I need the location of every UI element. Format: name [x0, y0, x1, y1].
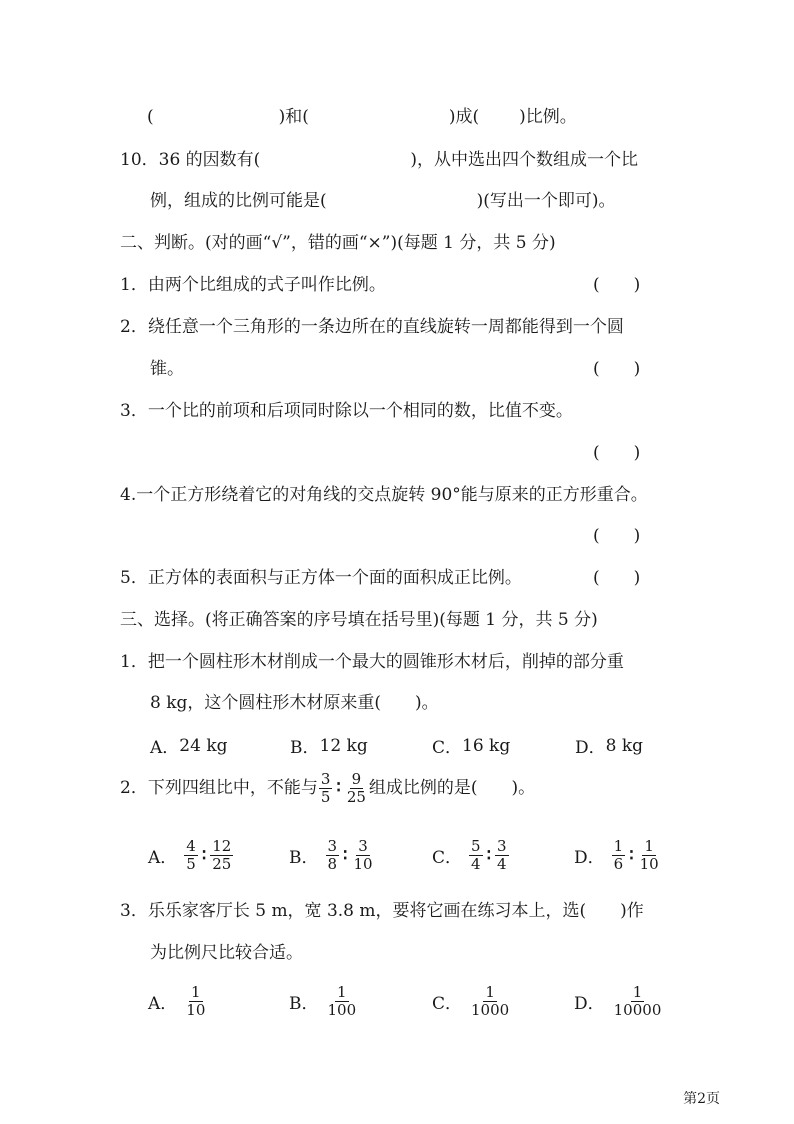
judge-3-text: 3．一个比的前项和后项同时除以一个相同的数，比值不变。 — [120, 401, 573, 421]
judge-5-text: 5．正方体的表面积与正方体一个面的面积成正比例。 — [120, 568, 522, 588]
choice-2-line — [120, 771, 535, 805]
judge-4-paren[interactable]: ( ) — [593, 526, 641, 546]
option-fraction: $\frac{1}{10}$ — [186, 983, 206, 1019]
q9-blank-4: )比例。 — [519, 107, 577, 127]
choice-2-post: 组成比例的是( )。 — [368, 778, 536, 798]
judge-2-paren[interactable]: ( ) — [593, 359, 641, 379]
option-label: B． — [290, 738, 320, 758]
q9-continuation-line — [147, 106, 577, 128]
judge-1-paren[interactable]: ( ) — [593, 275, 641, 295]
ratio-colon: ∶ — [336, 778, 341, 798]
option-value: 24 kg — [179, 735, 228, 756]
option-fraction-right: $\frac{1}{10}$ — [639, 837, 659, 873]
choice-2-option-c[interactable] — [432, 838, 510, 873]
choice-2-option-b[interactable] — [289, 838, 376, 873]
judge-5-paren[interactable]: ( ) — [593, 568, 641, 588]
q9-blank-2: )和( — [278, 107, 309, 127]
option-label: D． — [574, 848, 605, 868]
choice-3-option-a[interactable] — [148, 984, 208, 1019]
choice-2-option-a[interactable] — [148, 838, 234, 873]
option-fraction-left: $\frac{3}{8}$ — [327, 837, 338, 873]
choice-1-option-b[interactable] — [290, 733, 368, 758]
choice-1-line-2: 8 kg，这个圆柱形木材原来重( )。 — [150, 693, 439, 713]
option-fraction-left: $\frac{1}{6}$ — [613, 837, 624, 873]
section-3-title: 三、选择。(将正确答案的序号填在括号里)(每题 1 分，共 5 分) — [120, 610, 598, 630]
ratio-colon: ∶ — [343, 845, 348, 866]
q9-blank-3: )成( — [448, 107, 480, 127]
q10-text-b: )，从中选出四个数组成一个比 — [410, 150, 638, 170]
option-fraction: $\frac{1}{10000}$ — [613, 983, 662, 1019]
q9-blank-1: ( — [147, 107, 154, 127]
judge-1-text: 1．由两个比组成的式子叫作比例。 — [120, 275, 386, 295]
choice-3-option-c[interactable] — [432, 984, 512, 1019]
option-label: C． — [432, 738, 463, 758]
option-value: 12 kg — [319, 735, 368, 756]
option-label: D． — [574, 994, 605, 1014]
ratio-colon: ∶ — [201, 845, 207, 866]
option-label: C． — [432, 848, 463, 868]
page-number: 第2页 — [683, 1091, 720, 1107]
fraction-3-5: $\frac{3}{5}$ — [320, 769, 331, 806]
option-label: B． — [289, 994, 319, 1014]
q10-line-2 — [150, 190, 616, 212]
option-value: 16 kg — [462, 735, 511, 756]
option-fraction-left: $\frac{5}{4}$ — [471, 837, 481, 873]
q10-text-a: 10．36 的因数有( — [120, 150, 261, 170]
option-fraction: $\frac{1}{100}$ — [327, 983, 357, 1019]
option-label: A． — [150, 738, 180, 758]
option-label: B． — [289, 848, 319, 868]
option-fraction: $\frac{1}{1000}$ — [471, 983, 510, 1019]
q10-text-d: )(写出一个即可)。 — [476, 191, 616, 211]
q10-text-c: 例，组成的比例可能是( — [150, 191, 327, 211]
choice-1-option-a[interactable] — [150, 733, 228, 758]
judge-2-text-cont: 锥。 — [150, 359, 184, 379]
choice-2-pre: 2．下列四组比中，不能与 — [120, 778, 318, 798]
choice-1-option-d[interactable] — [575, 733, 643, 758]
ratio-colon: ∶ — [629, 845, 634, 866]
choice-3-line-1: 3．乐乐家客厅长 5 m，宽 3.8 m，要将它画在练习本上，选( )作 — [120, 901, 644, 921]
option-label: C． — [432, 994, 463, 1014]
option-fraction-right: $\frac{3}{10}$ — [353, 837, 373, 873]
option-fraction-right: $\frac{3}{4}$ — [497, 837, 507, 873]
option-label: A． — [148, 994, 178, 1014]
choice-1-option-c[interactable] — [432, 733, 510, 758]
judge-3-paren[interactable]: ( ) — [593, 443, 641, 463]
option-label: D． — [575, 738, 606, 758]
option-value: 8 kg — [605, 735, 644, 756]
choice-1-line-1: 1．把一个圆柱形木材削成一个最大的圆锥形木材后，削掉的部分重 — [120, 652, 624, 672]
ratio-colon: ∶ — [486, 845, 491, 866]
option-label: A． — [148, 848, 178, 868]
choice-3-line-2: 为比例尺比较合适。 — [150, 943, 303, 963]
choice-2-option-d[interactable] — [574, 838, 662, 873]
choice-3-option-d[interactable] — [574, 984, 664, 1019]
option-fraction-left: $\frac{4}{5}$ — [186, 837, 196, 873]
choice-3-option-b[interactable] — [289, 984, 359, 1019]
judge-2-text: 2．绕任意一个三角形的一条边所在的直线旋转一周都能得到一个圆 — [120, 317, 624, 337]
option-fraction-right: $\frac{12}{25}$ — [212, 837, 232, 873]
q10-line-1 — [120, 149, 638, 171]
judge-4-text: 4.一个正方形绕着它的对角线的交点旋转 90°能与原来的正方形重合。 — [120, 485, 648, 505]
section-2-title: 二、判断。(对的画“√”，错的画“×”)(每题 1 分，共 5 分) — [120, 233, 556, 253]
fraction-9-25: $\frac{9}{25}$ — [346, 769, 366, 806]
